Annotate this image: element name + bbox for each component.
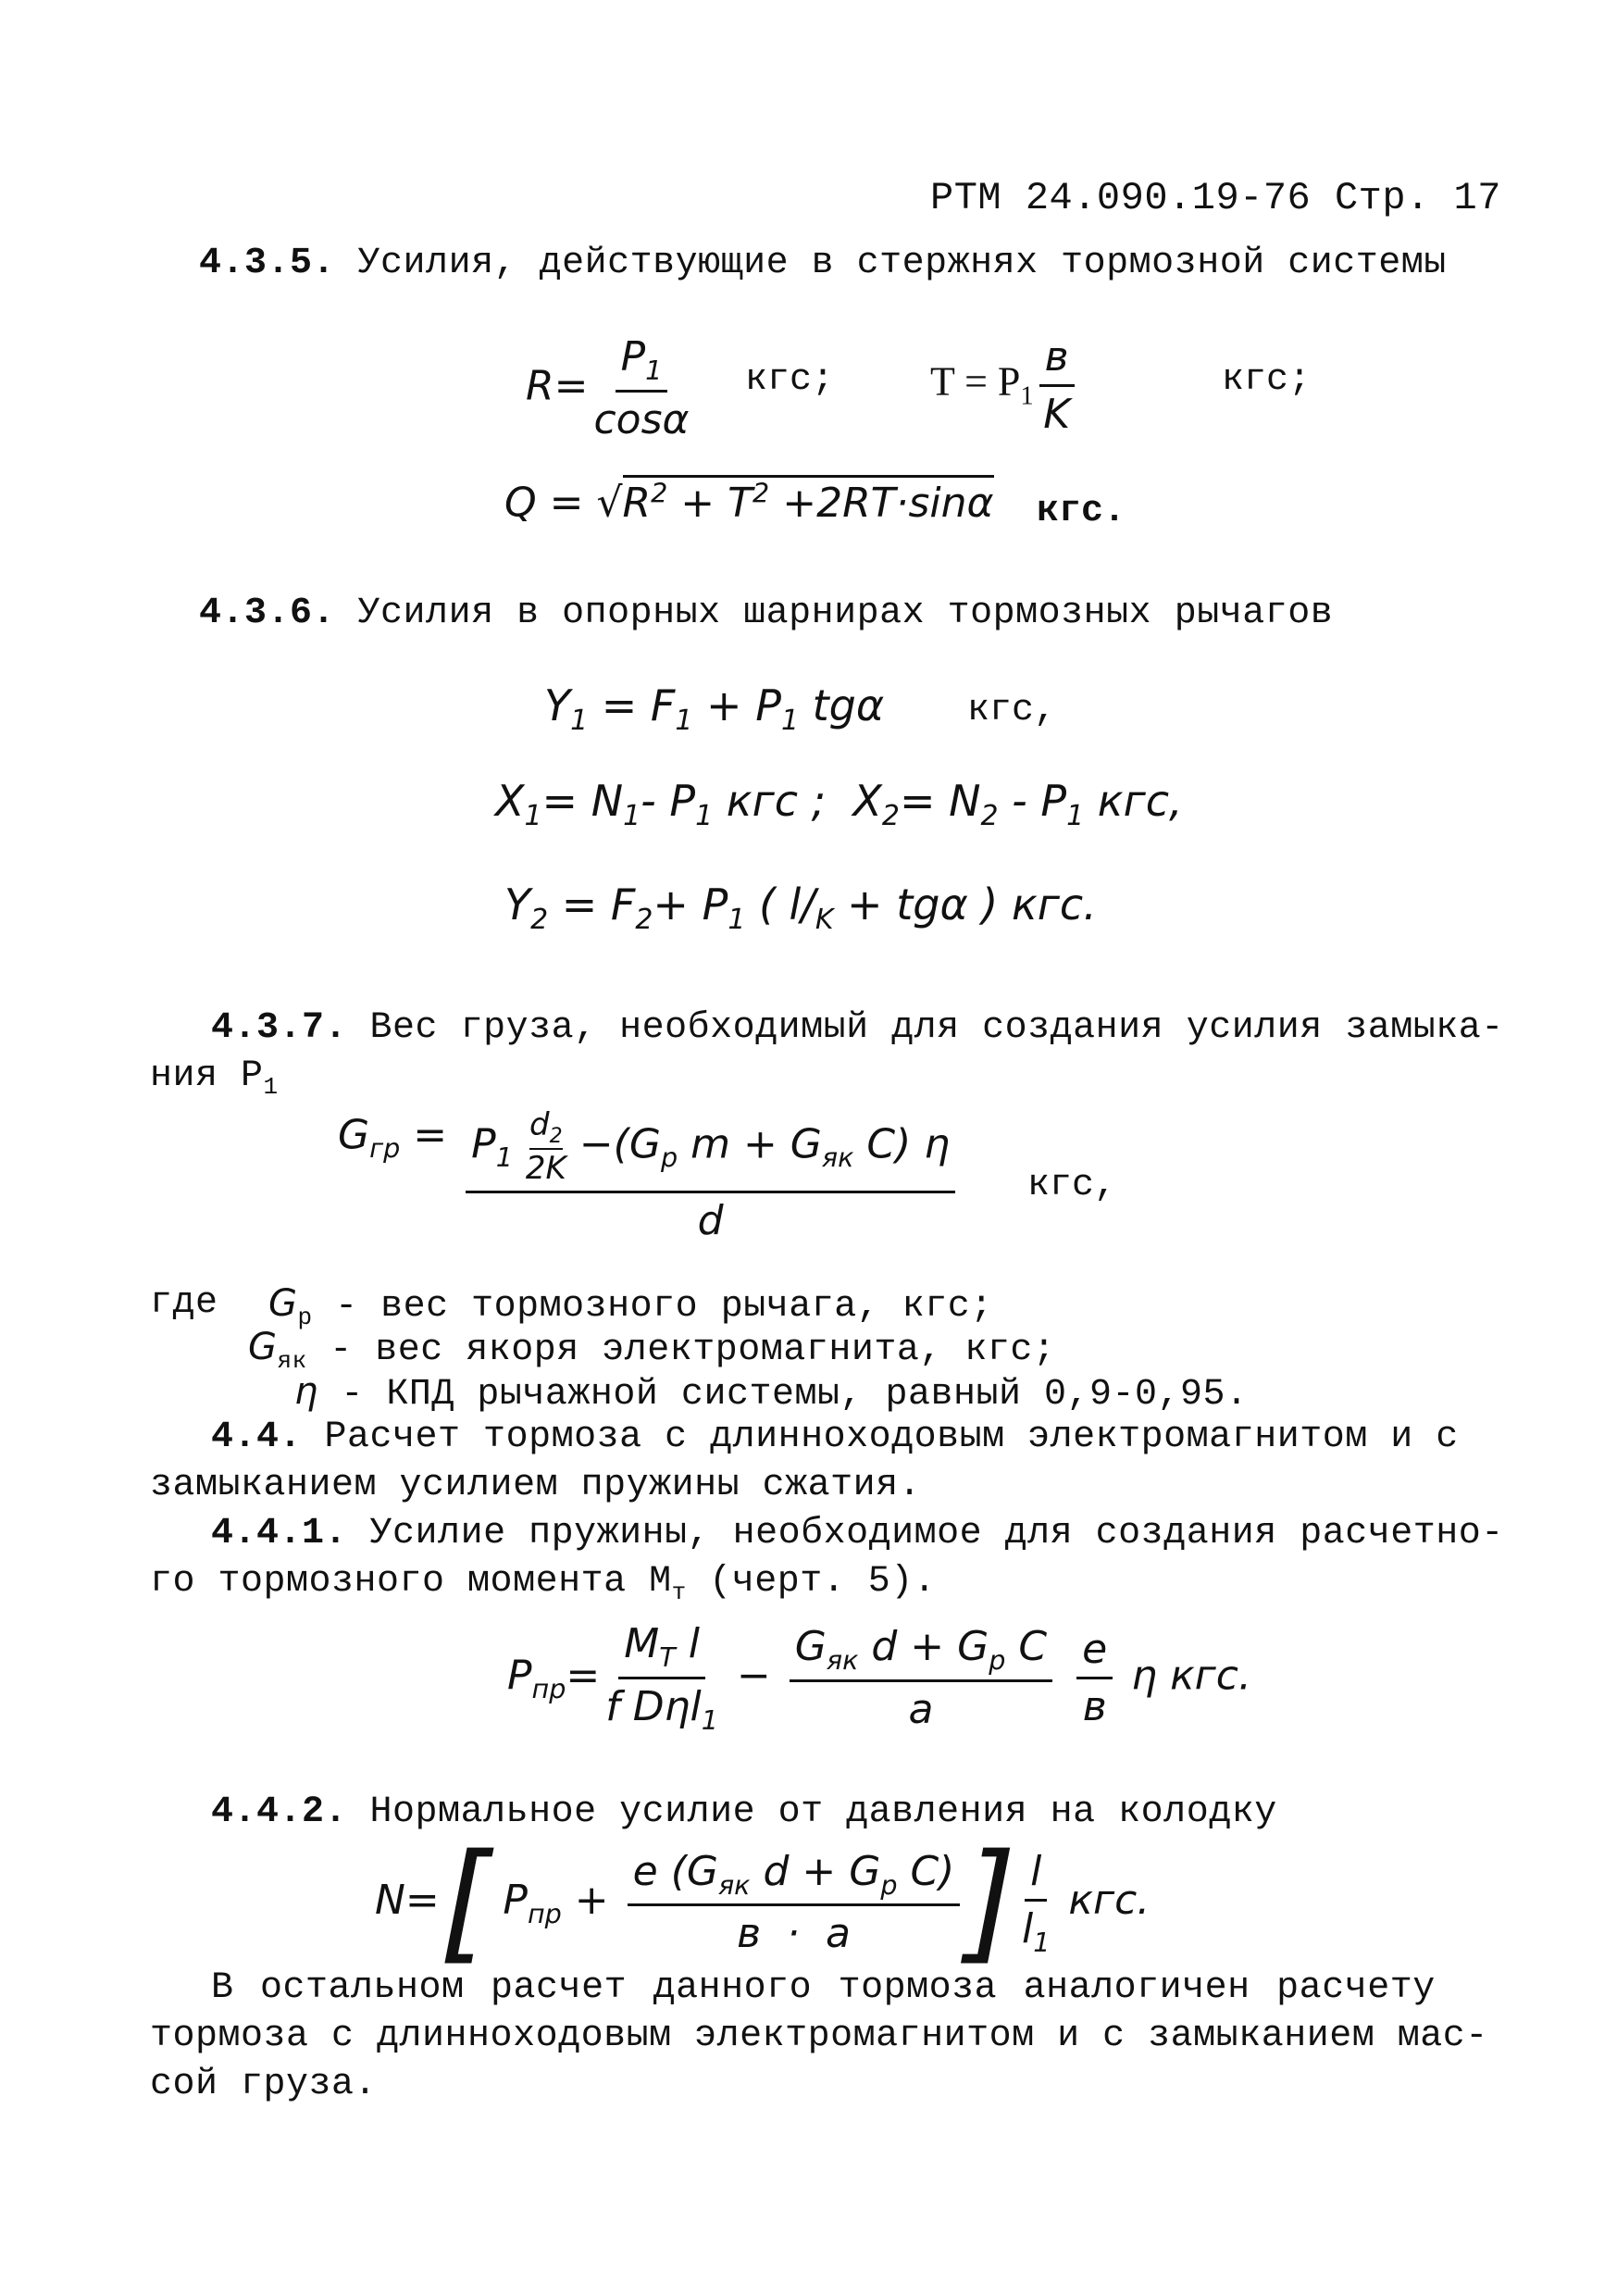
text: - вес якоря электромагнита, кгс; [330,1329,1056,1371]
section-title: Нормальное усилие от давления на колодку [369,1791,1277,1833]
section-4-4-line2: замыканием усилием пружины сжатия. [150,1465,922,1506]
text: - вес тормозного рычага, кгс; [335,1286,993,1328]
section-number: 4.4. [211,1416,303,1458]
unit-kgs-3: кгс. [1037,491,1126,532]
text: (черт. 5). [709,1561,937,1603]
where-label: где [150,1282,218,1324]
closing-line-1: В остальном расчет данного тормоза аналогичен расчету [211,1967,1436,2009]
subscript: як [277,1347,307,1375]
text: го тормозного момента M [150,1561,672,1603]
section-4-4-1-line1 [211,1513,1504,1554]
section-4-4-1-line2 [150,1561,936,1606]
page-header: РТМ 24.090.19-76 Стр. 17 [930,176,1501,220]
text: Расчет тормоза с длинноходовым электромагнитом и с [324,1416,1459,1458]
unit-kgs-5: кгс, [1027,1165,1117,1206]
unit-kgs-4: кгс, [967,690,1057,731]
section-number: 4.4.2. [211,1791,348,1833]
section-4-4-2-heading [211,1791,1277,1833]
section-4-3-7-line1 [211,1007,1504,1049]
text: Усилие пружины, необходимое для создания расчетно- [369,1513,1504,1554]
unit-kgs-2: кгс; [1222,359,1312,401]
unit-kgs-1: кгс; [745,359,835,401]
closing-line-3: сой груза. [150,2064,378,2105]
formula-y2: $Y_2 = F_2+ P_1$ ( $l/_K + tg\alpha$ ) кгс. [504,880,1097,937]
formula-g-gr: $G_{гр}$ = $P_1$ $\frac{d_2}{2K}$ $-(G_p$ $m + G_{як}$ C) η d [338,1106,961,1244]
subscript: т [671,1578,687,1606]
formula-y1: $Y_1 = F_1 + P_1$ tgα [544,680,885,738]
where-line-1: $G_р$ - вес тормозного рычага, кгс; [268,1282,993,1331]
section-title: Вес груза, необходимый для создания усилия замыка- [369,1007,1504,1049]
formula-n: N=[ $P_{пр}$ + $\frac{e (G_{як} d + G_p C)}{в \cdot a}$ ] $\frac{l}{l_1}$ кгс. [375,1827,1151,1978]
section-4-3-5-heading [199,243,1447,284]
where-line-2: $G_{як}$ - вес якоря электромагнита, кгс; [248,1326,1056,1375]
section-number: 4.3.6. [199,593,336,634]
section-title: Усилия в опорных шарнирах тормозных рычагов [357,593,1334,634]
formula-p-pr: $P_{пр}=$ $\frac{M_T l}{f D\eta l_1}$ − $\frac{G_{як} d + G_p C}{a}$ $\frac{e}{в}$ η кгс. [507,1620,1251,1736]
formula-x1-x2: $X_1= N_1-$ $P_1$ кгс ; $X_2= N_2 - P_1$ кгс, [495,776,1183,833]
section-4-4-line1 [211,1416,1459,1458]
formula-q: $Q = √R^2 + T^2 +2RT\cdot\sin\alpha$ [504,477,994,527]
formula-r: R= $\frac{P_1}{\cos\alpha}$ [526,333,690,443]
subscript: 1 [263,1073,279,1101]
section-number: 4.3.7. [211,1007,348,1049]
closing-line-2: тормоза с длинноходовым электромагнитом и с замыканием мас- [150,2015,1488,2057]
section-4-3-6-heading [199,593,1333,634]
section-number: 4.3.5. [199,243,336,284]
where-line-3: η - КПД рычажной системы, равный 0,9-0,95. [294,1370,1249,1416]
section-title: Усилия, действующие в стержнях тормозной системы [357,243,1447,284]
section-4-3-7-line2 [150,1055,279,1101]
section-number: 4.4.1. [211,1513,348,1554]
text: - КПД рычажной системы, равный 0,9-0,95. [341,1374,1249,1416]
subscript: р [297,1304,313,1331]
text: ния P [150,1055,264,1097]
formula-t: $T = P_1$ $\frac{в}{K}$ [930,333,1080,438]
